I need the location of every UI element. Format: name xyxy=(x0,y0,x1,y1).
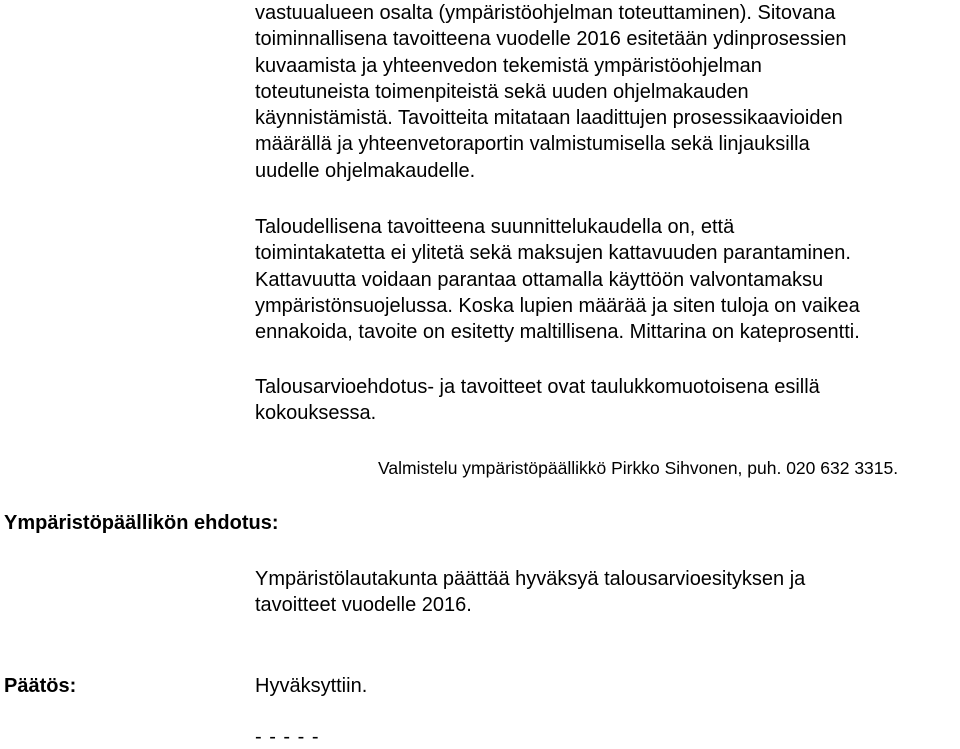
decision-text xyxy=(255,673,960,699)
text-line: Ympäristölautakunta päättää hyväksyä talousarvioesityksen ja xyxy=(255,568,806,590)
text-line: kuvaamista ja yhteenvedon tekemistä ympäristöohjelman xyxy=(255,54,762,77)
text-line: Talousarvioehdotus- ja tavoitteet ovat taulukkomuotoisena esillä xyxy=(255,376,820,398)
paragraph-program-goals xyxy=(255,0,960,184)
text-line: ennakoida, tavoite on esitetty maltillisena. Mittarina on kateprosentti. xyxy=(255,321,860,344)
text-line: Kattavuutta voidaan parantaa ottamalla käyttöön valvontamaksu xyxy=(255,268,824,291)
text-line: Taloudellisena tavoitteena suunnittelukaudella on, että xyxy=(255,216,735,238)
proposal-heading: Ympäristöpäällikön ehdotus: xyxy=(4,512,279,534)
paragraph-financial-goals xyxy=(255,214,960,345)
text-line: uudelle ohjelmakaudelle. xyxy=(255,159,476,182)
section-separator: - - - - - xyxy=(255,726,320,748)
text-line: Hyväksyttiin. xyxy=(255,675,368,697)
text-line: käynnistämistä. Tavoitteita mitataan laadittujen prosessikaavioiden xyxy=(255,107,843,130)
text-line: toteutuneista toimenpiteistä sekä uuden ohjelmakauden xyxy=(255,80,749,103)
text-line: kokouksessa. xyxy=(255,402,377,425)
decision-heading: Päätös: xyxy=(4,675,77,697)
text-line: toimintakatetta ei ylitetä sekä maksujen kattavuuden parantaminen. xyxy=(255,242,851,265)
paragraph-budget-proposal xyxy=(255,374,960,427)
text-line: tavoitteet vuodelle 2016. xyxy=(255,594,472,617)
text-line: vastuualueen osalta (ympäristöohjelman toteuttaminen). Sitovana xyxy=(255,2,836,24)
preparer-note: Valmistelu ympäristöpäällikkö Pirkko Sihvonen, puh. 020 632 3315. xyxy=(378,458,899,478)
text-line: toiminnallisena tavoitteena vuodelle 2016 esitetään ydinprosessien xyxy=(255,28,847,51)
text-line: ympäristönsuojelussa. Koska lupien määrää ja siten tuloja on vaikea xyxy=(255,294,860,317)
text-line: määrällä ja yhteenvetoraportin valmistumisella sekä linjauksilla xyxy=(255,133,810,156)
proposal-text xyxy=(255,566,960,619)
